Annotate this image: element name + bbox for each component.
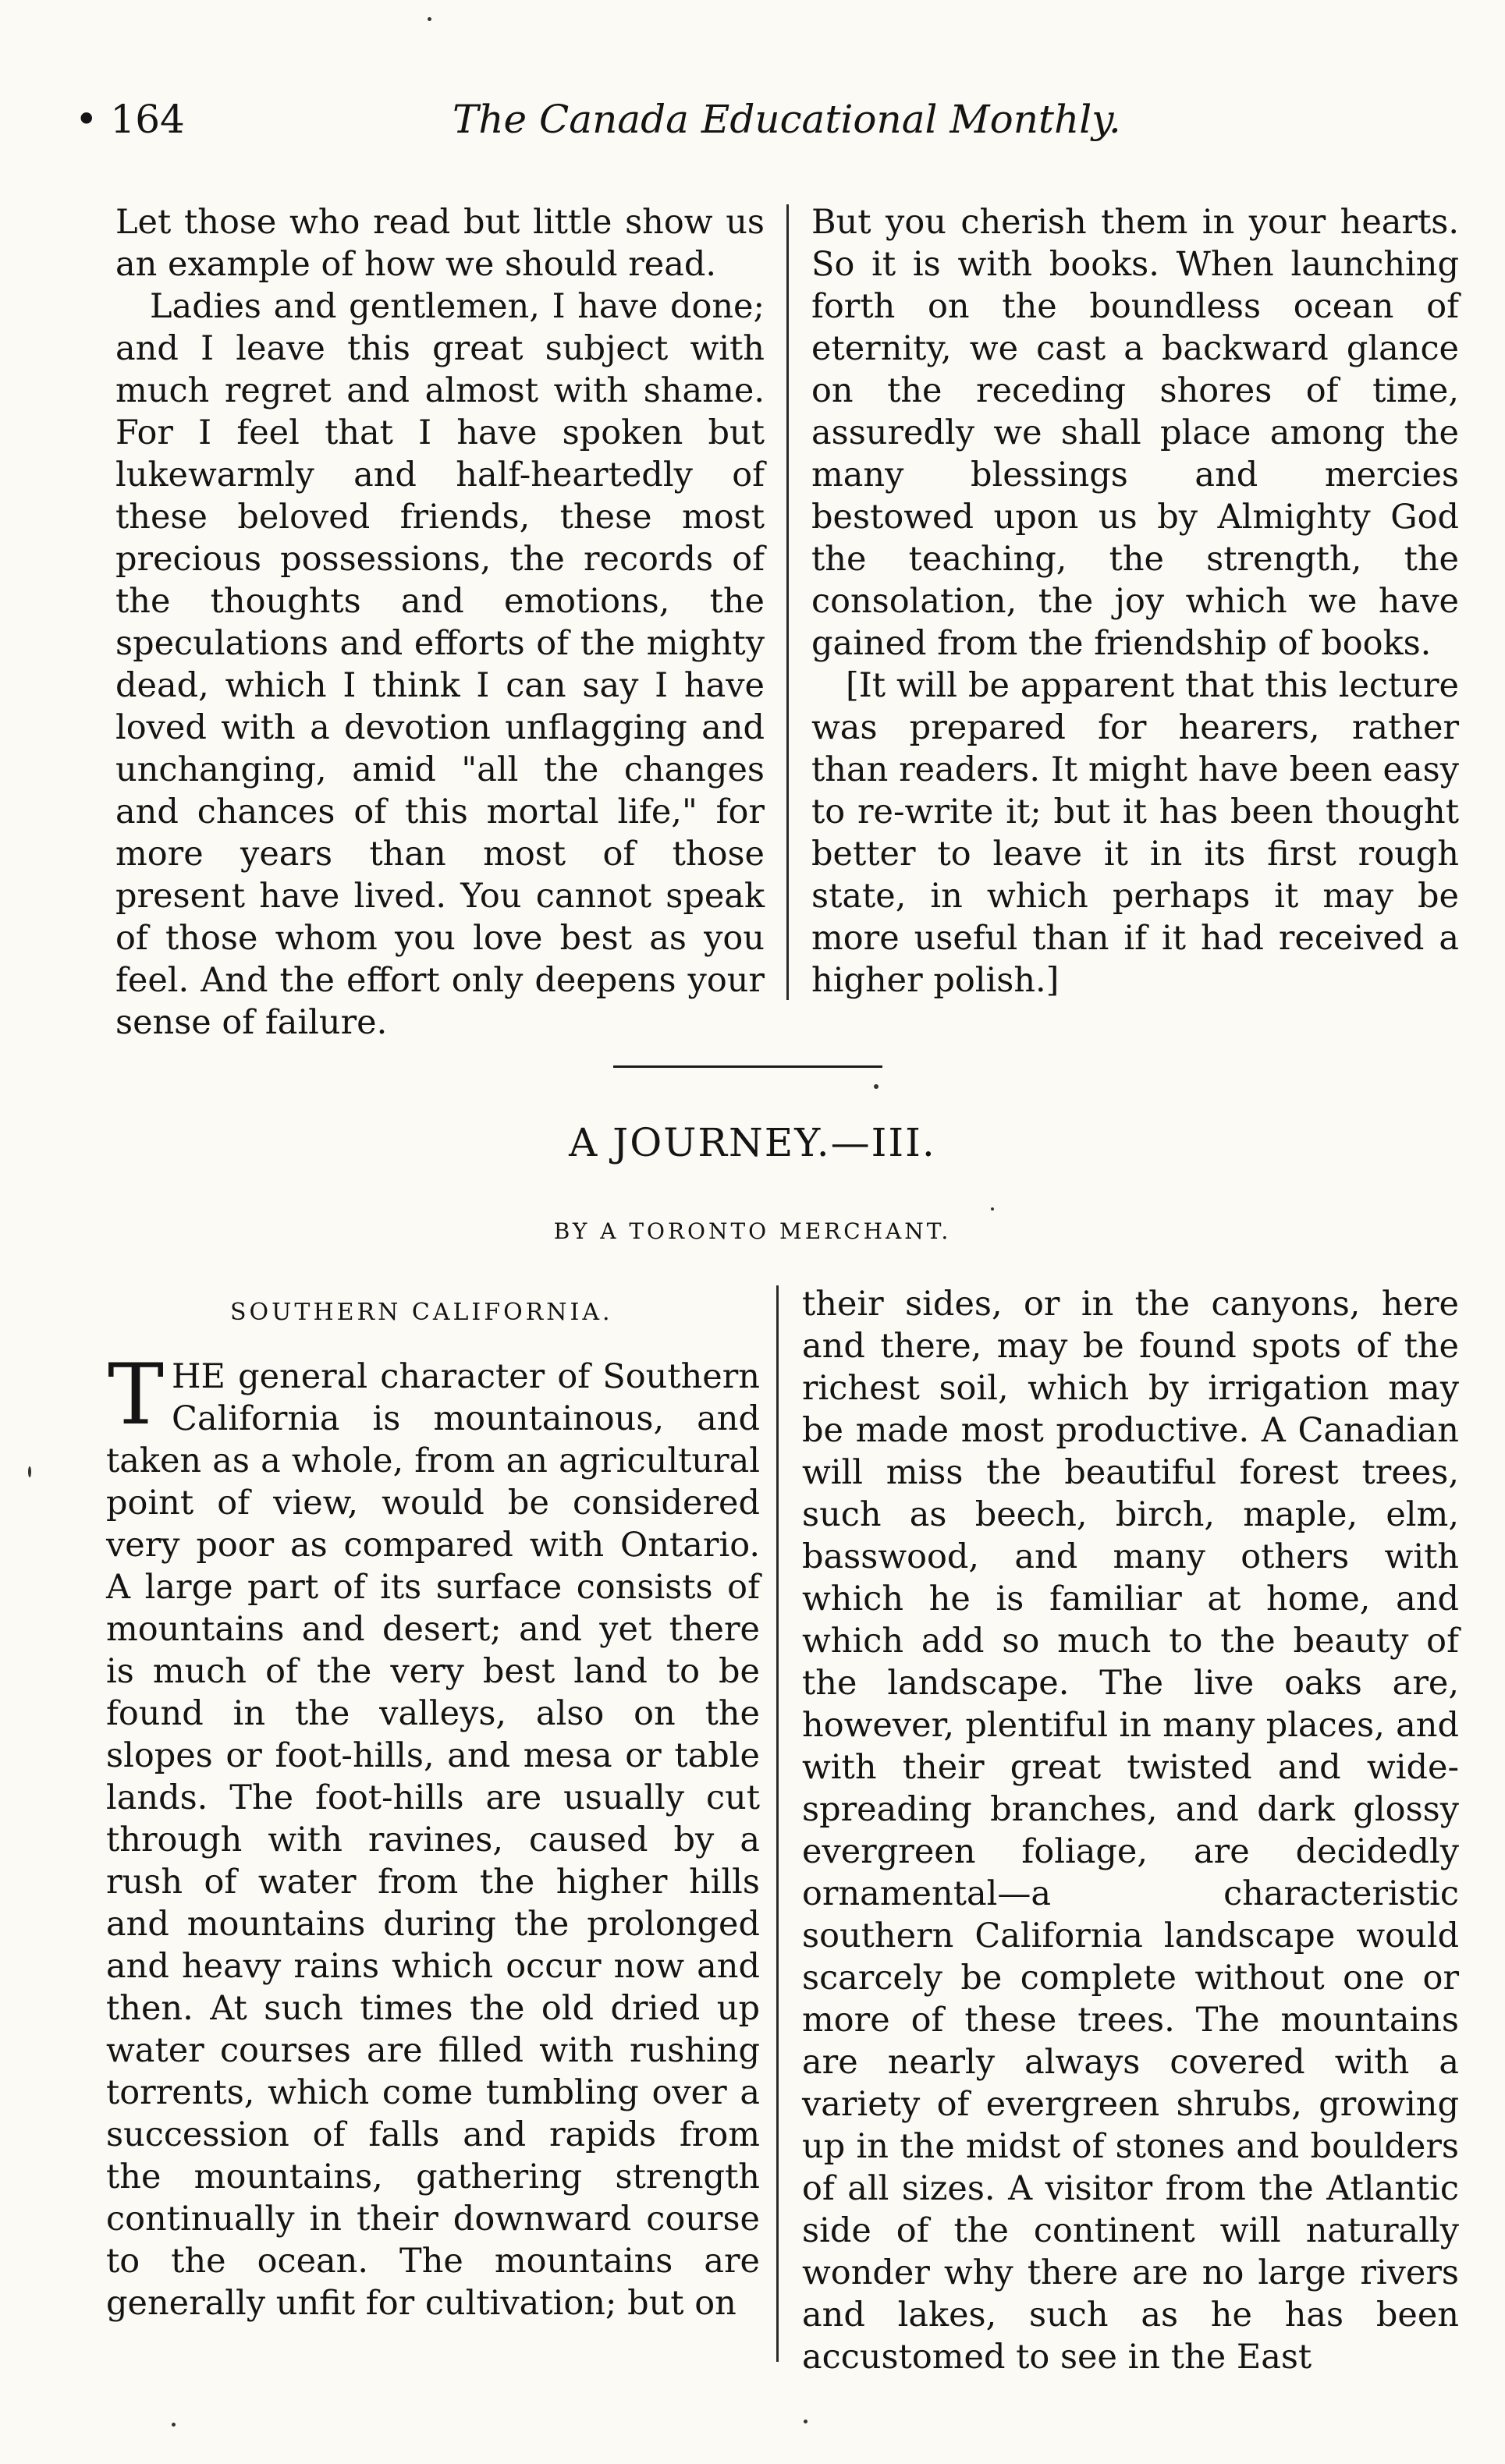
paragraph (106, 1346, 760, 2324)
column-divider (786, 204, 789, 1000)
article-left-column (106, 1346, 760, 2324)
article-byline: BY A TORONTO MERCHANT. (553, 1218, 952, 1244)
drop-cap: T (108, 1346, 165, 1444)
paragraph: But you cherish them in your hearts. So it is with books. When launching forth on the boundless ocean of eternity, we cast a backward glance on the receding shores of time, assuredly we shall place among the many blessings and mercies bestowed upon us by Almighty God the teaching, the strength, the consolation, the joy which we have gained from the friendship of books. (811, 203, 1459, 663)
section-heading: SOUTHERN CALIFORNIA. (230, 1299, 613, 1326)
previous-article-left-column (115, 201, 765, 1044)
paragraph: Ladies and gentlemen, I have done; and I leave this great subject with much regret and almost with shame. For I feel that I have spoken but lukewarmly and half-heartedly of these beloved friends, these most precious possessions, the records of the thoughts and emotions, the speculations and efforts of the mighty dead, which I think I can say I have loved with a devotion unflagging and unchanging, amid "all the changes and chances of this mortal life," for more years than most of those present have lived. You cannot speak of those whom you love best as you feel. And the effort only deepens your sense of failure. (115, 287, 765, 1042)
print-speck (874, 1084, 879, 1089)
running-title: The Canada Educational Monthly. (453, 97, 1121, 142)
paragraph: [It will be apparent that this lecture was prepared for hearers, rather than readers. It might have been easy to re-write it; but it has been thought better to leave it in its first rough state, in which perhaps it may be more useful than if it had received a higher polish.] (811, 666, 1459, 1000)
print-speck (428, 17, 431, 21)
article-title: A JOURNEY.—III. (569, 1120, 936, 1165)
paragraph-text: HE general character of Southern California is mountainous, and taken as a whole, from an agricultural point of view, would be considered very poor as compared with Ontario. A large part of its surface consists of mountains and desert; and yet there is much of the very best land to be found in the valleys, also on the slopes or foot-hills, and mesa or table lands. The foot-hills are usually cut through with ravines, caused by a rush of water from the higher hills and mountains during the prolonged and heavy rains which occur now and then. At such times the old dried up water courses are filled with rushing torrents, which come tumbling over a succession of falls and rapids from the mountains, gathering strength continually in their downward course to the ocean. The mountains are generally unfit for cultivation; but on (106, 1357, 760, 2323)
page-number: • 164 (75, 97, 185, 142)
paragraph: their sides, or in the canyons, here and there, may be found spots of the richest soil, which by irrigation may be made most productive. A Canadian will miss the beautiful forest trees, such as beech, birch, maple, elm, basswood, and many others with which he is familiar at home, and which add so much to the beauty of the landscape. The live oaks are, however, plentiful in many places, and with their great twisted and wide-spreading branches, and dark glossy evergreen foliage, are decidedly ornamental—a characteristic southern California landscape would scarcely be complete without one or more of these trees. The mountains are nearly always covered with a variety of evergreen shrubs, growing up in the midst of stones and boulders of all sizes. A visitor from the Atlantic side of the continent will naturally wonder why there are no large rivers and lakes, such as he has been accustomed to see in the East (802, 1285, 1459, 2377)
previous-article-right-column (811, 201, 1459, 1002)
print-speck (28, 1466, 31, 1477)
print-speck (804, 2420, 808, 2423)
paragraph: Let those who read but little show us an example of how we should read. (115, 203, 765, 284)
column-divider (776, 1285, 779, 2362)
section-rule (613, 1065, 882, 1068)
print-speck (991, 1207, 994, 1211)
print-speck (172, 2423, 176, 2427)
article-right-column (802, 1283, 1459, 2378)
